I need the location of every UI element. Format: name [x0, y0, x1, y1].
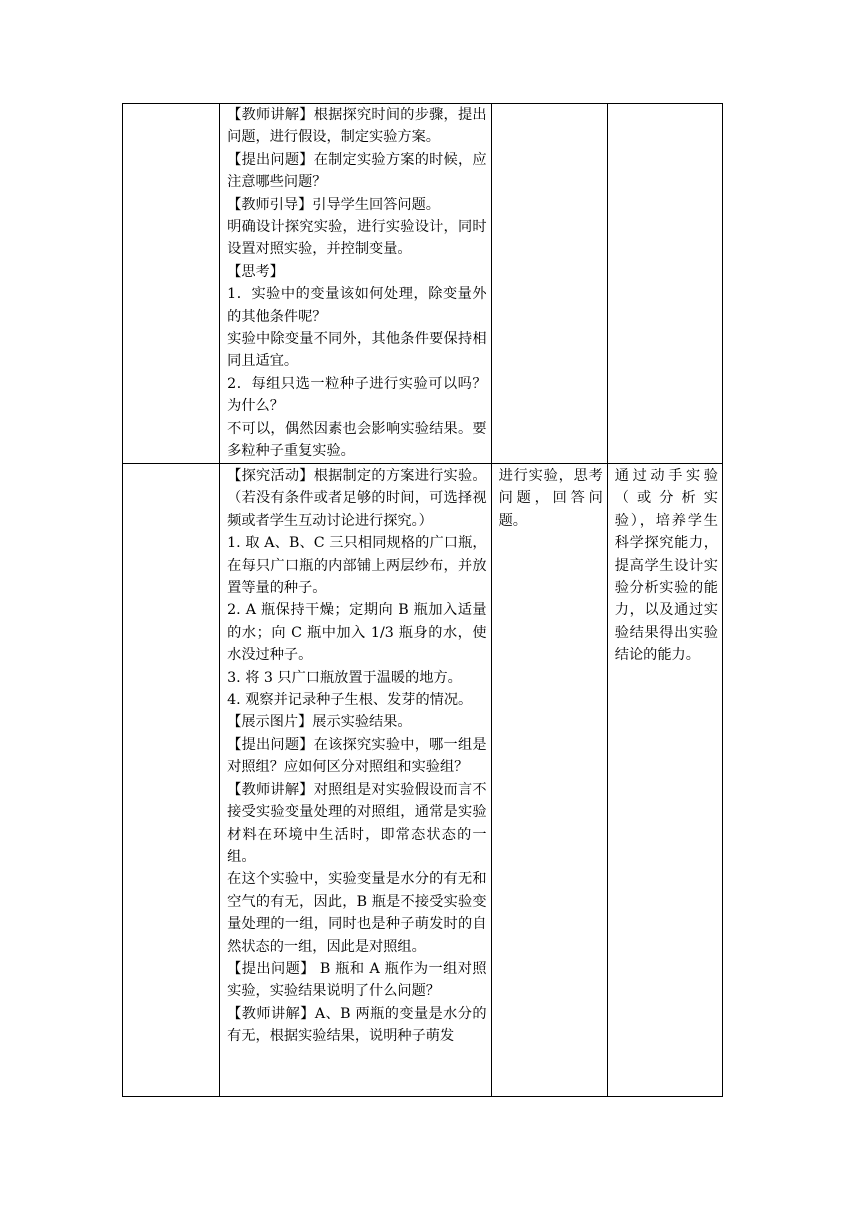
- paragraph: 【探究活动】根据制定的方案进行实验。（若没有条件或者足够的时间，可选择视频或者学生互动讨论进行探究。）: [227, 468, 487, 529]
- paragraph: 2．每组只选一粒种子进行实验可以吗？为什么？: [227, 375, 487, 415]
- paragraph: 1．实验中的变量该如何处理，除变量外的其他条件呢？: [227, 286, 487, 325]
- student-activity-cell: 进行实验，思考问题，回答问题。: [491, 464, 607, 1097]
- paragraph: 【提出问题】在制定实验方案的时候，应注意哪些问题？: [227, 151, 487, 191]
- paragraph: 3. 将 3 只广口瓶放置于温暖的地方。: [227, 669, 462, 686]
- paragraph: 不可以，偶然因素也会影响实验结果。要多粒种子重复实验。: [227, 420, 487, 460]
- table-row: [123, 104, 723, 464]
- paragraph: 【教师讲解】根据探究时间的步骤，提出问题，进行假设，制定实验方案。: [227, 107, 487, 146]
- student-activity-cell: [491, 104, 607, 464]
- paragraph: 【提出问题】在该探究实验中，哪一组是对照组？应如何区分对照组和实验组？: [227, 736, 487, 776]
- paragraph: 明确设计探究实验，进行实验设计，同时设置对照实验，并控制变量。: [227, 219, 487, 258]
- paragraph: 【展示图片】展示实验结果。: [227, 714, 412, 731]
- lesson-plan-table: [122, 103, 723, 1097]
- paragraph: 在这个实验中，实验变量是水分的有无和空气的有无，因此，B 瓶是不接受实验变量处理的一组，同时也是种子萌发时的自然状态的一组，因此是对照组。: [227, 871, 487, 955]
- paragraph: 1. 取 A、B、C 三只相同规格的广口瓶，在每只广口瓶的内部铺上两层纱布，并放置等量的种子。: [227, 535, 487, 597]
- stage-cell: [123, 464, 220, 1097]
- table-row: [123, 464, 723, 1097]
- paragraph: 【提出问题】 B 瓶和 A 瓶作为一组对照实验，实验结果说明了什么问题？: [227, 960, 487, 1000]
- paragraph: 【思考】: [227, 263, 284, 280]
- stage-cell: [123, 104, 220, 464]
- design-intent-cell: 通过动手实验（或分析实验），培养学生科学探究能力，提高学生设计实验分析实验的能力，以及通过实验结果得出实验结论的能力。: [607, 464, 722, 1097]
- paragraph: 【教师引导】引导学生回答问题。: [227, 196, 440, 213]
- design-intent-cell: [607, 104, 722, 464]
- teacher-activity-cell: [220, 104, 491, 464]
- paragraph: 【教师讲解】对照组是对实验假设而言不接受实验变量处理的对照组，通常是实验材料在环境中生活时，即常态状态的一组。: [227, 781, 487, 865]
- paragraph: 4. 观察并记录种子生根、发芽的情况。: [227, 692, 473, 709]
- paragraph: 实验中除变量不同外，其他条件要保持相同且适宜。: [227, 331, 487, 370]
- paragraph: 【教师讲解】A、B 两瓶的变量是水分的有无，根据实验结果，说明种子萌发: [227, 1005, 487, 1045]
- teacher-activity-cell: [220, 464, 491, 1097]
- paragraph: 2. A 瓶保持干燥；定期向 B 瓶加入适量的水；向 C 瓶中加入 1/3 瓶身的水，使水没过种子。: [227, 602, 487, 664]
